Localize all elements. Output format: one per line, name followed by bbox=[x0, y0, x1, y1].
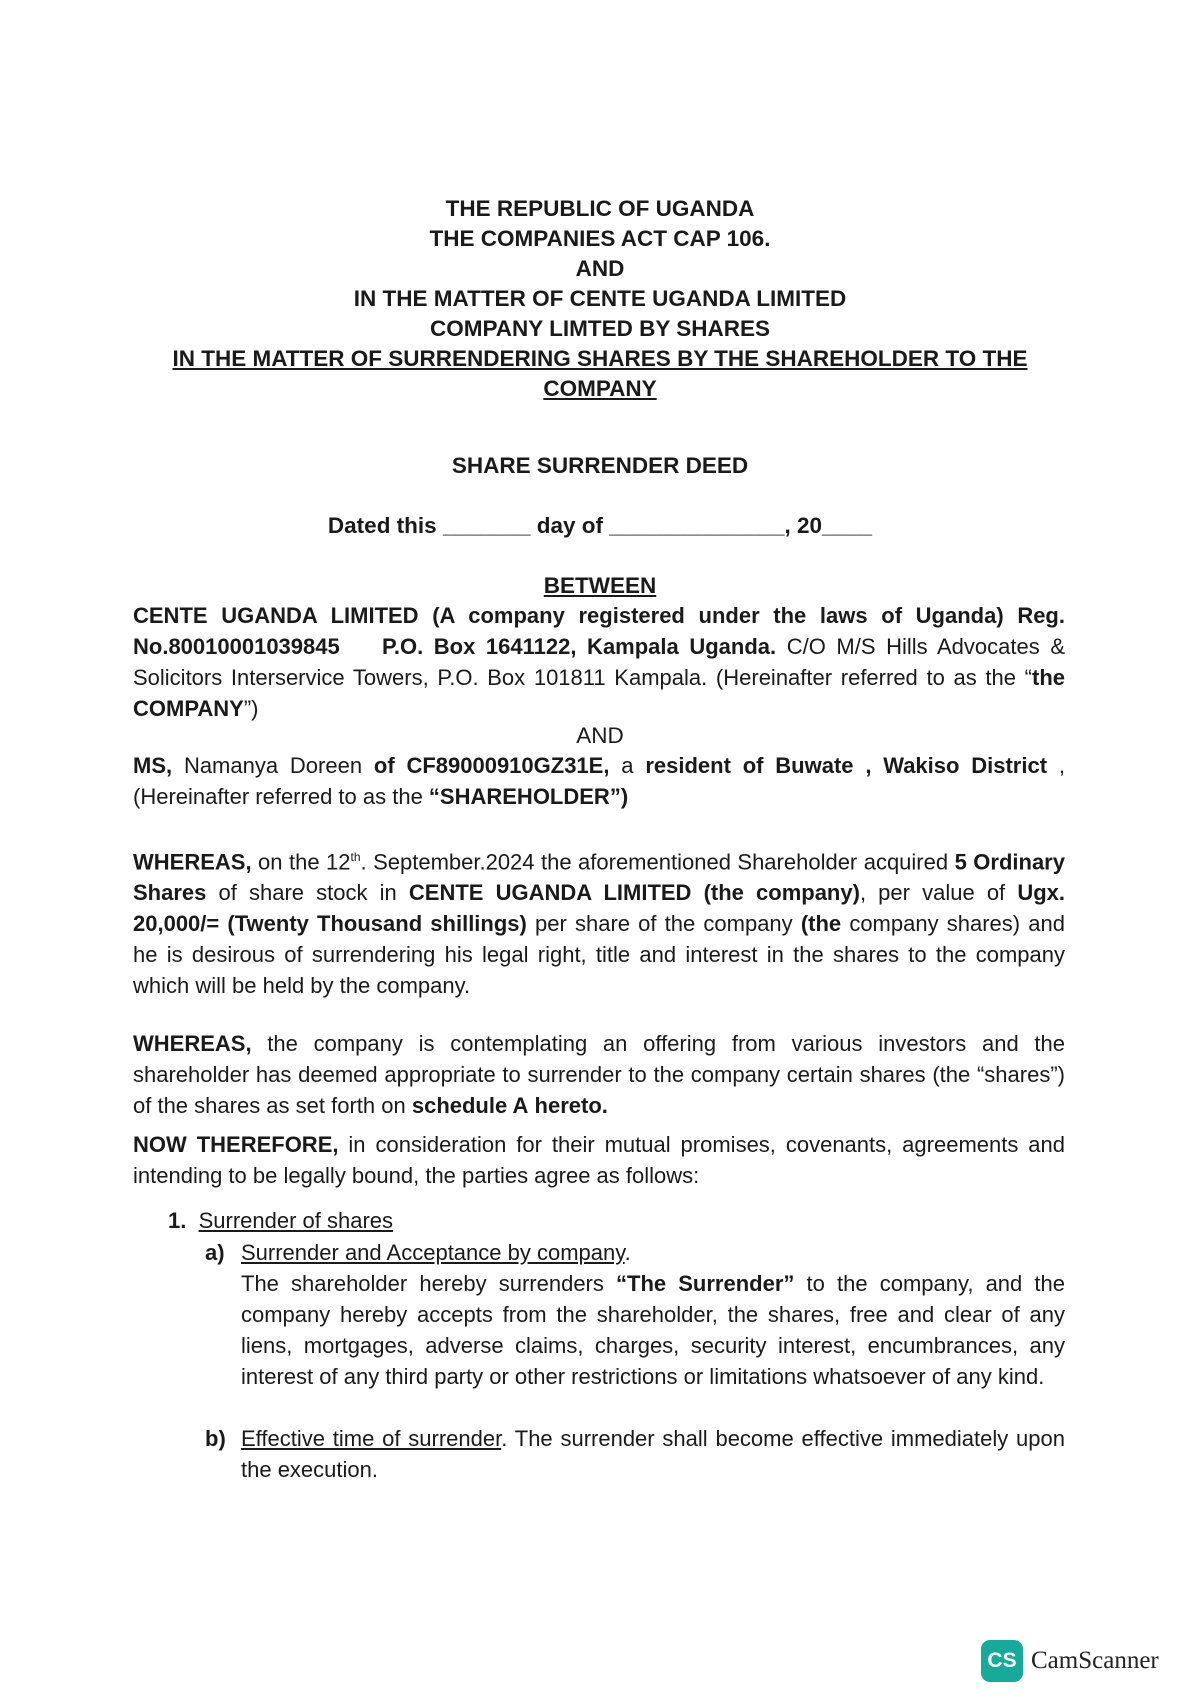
deed-title: SHARE SURRENDER DEED bbox=[451, 453, 749, 478]
company-address: P.O. Box 1641122, Kampala Uganda. bbox=[382, 634, 777, 659]
heading-line-surrender-2: COMPANY bbox=[543, 376, 657, 401]
whereas2-text-2: hereto. bbox=[534, 1093, 608, 1118]
clause-1b-heading: Effective time of surrender bbox=[241, 1426, 502, 1451]
share-value: Ugx. 20,000/= (Twenty Thousand shillings) bbox=[133, 880, 1065, 937]
whereas1-text-4: , per value of bbox=[859, 880, 1006, 906]
party-company bbox=[133, 600, 1065, 724]
shareholder-a: a bbox=[621, 753, 634, 778]
clause-1a-heading-end: . bbox=[624, 1240, 631, 1265]
clause-1b-text: . The surrender shall become effective immediately upon the execution. bbox=[241, 1426, 1065, 1482]
clause-1a-text-2: to the company, and the company hereby accepts from the shareholder, the shares, free and clear of any liens, mortgages, adverse claims, charges, security interest, encumbrances, any interest of any third party or other restrictions or limitations whatsoever of any kind. bbox=[241, 1271, 1065, 1389]
whereas1-text-2: . September.2024 the aforementioned Shareholder acquired bbox=[360, 849, 949, 875]
share-count: 5 Ordinary Shares bbox=[133, 849, 1065, 906]
camscanner-watermark bbox=[981, 1638, 1159, 1684]
between-heading: BETWEEN bbox=[543, 573, 657, 598]
company-reference-end: ”) bbox=[243, 696, 259, 721]
company-name: CENTE UGANDA LIMITED (A company registered under the laws of Uganda) Reg. No.80010001039845 bbox=[133, 603, 1065, 659]
heading-line-republic: THE REPUBLIC OF UGANDA bbox=[445, 196, 755, 221]
now-keyword: NOW THEREFORE, bbox=[133, 1132, 339, 1157]
clause-1a-surrender-term: “The Surrender” bbox=[616, 1271, 795, 1296]
whereas1-text-6: company shares) and he is desirous of surrendering his legal right, title and interest in the shares to the company which will be held by the company. bbox=[133, 911, 1065, 999]
clause-1a-heading: Surrender and Acceptance by company bbox=[241, 1240, 625, 1265]
clause-1a-marker: a) bbox=[205, 1240, 225, 1265]
shareholder-title: MS, bbox=[133, 753, 173, 778]
heading-line-act: THE COMPANIES ACT CAP 106. bbox=[429, 226, 771, 251]
shareholder-residence: resident of Buwate , Wakiso District bbox=[645, 753, 1048, 778]
schedule-a: schedule A bbox=[411, 1093, 529, 1118]
shareholder-id: of CF89000910GZ31E, bbox=[373, 753, 610, 778]
section-1-title: Surrender of shares bbox=[198, 1208, 394, 1233]
heading-line-and: AND bbox=[575, 256, 625, 281]
shareholder-reference: “SHAREHOLDER”) bbox=[428, 784, 629, 809]
section-1-number: 1. bbox=[168, 1208, 187, 1233]
shareholder-details: , (Hereinafter referred to as the bbox=[133, 753, 1065, 809]
and-separator: AND bbox=[576, 723, 624, 748]
whereas2-keyword: WHEREAS, bbox=[133, 1031, 252, 1056]
shareholder-name: Namanya Doreen bbox=[183, 753, 363, 778]
now-therefore bbox=[133, 1129, 1065, 1191]
whereas1-superscript: th bbox=[350, 850, 361, 864]
company-details: C/O M/S Hills Advocates & Solicitors Interservice Towers, P.O. Box 101811 Kampala. (Hereinafter referred to as the “ bbox=[133, 634, 1065, 690]
heading-line-matter: IN THE MATTER OF CENTE UGANDA LIMITED bbox=[353, 286, 847, 311]
document-heading bbox=[0, 194, 1200, 404]
camscanner-name: CamScanner bbox=[1031, 1647, 1159, 1674]
heading-line-company-type: COMPANY LIMTED BY SHARES bbox=[429, 316, 771, 341]
company-reference: the COMPANY bbox=[133, 665, 1065, 721]
whereas-acquisition bbox=[133, 842, 1065, 1001]
whereas1-text-3: of share stock in bbox=[218, 880, 397, 906]
section-1-heading bbox=[168, 1205, 393, 1236]
heading-line-surrender-1: IN THE MATTER OF SURRENDERING SHARES BY THE SHAREHOLDER TO THE bbox=[172, 346, 1028, 371]
clause-1b-marker: b) bbox=[205, 1426, 226, 1451]
whereas1-text-5: per share of the company bbox=[535, 911, 793, 937]
party-shareholder bbox=[133, 750, 1065, 812]
company-ref-bold: CENTE UGANDA LIMITED (the company) bbox=[408, 880, 860, 906]
clause-1a-text-1: The shareholder hereby surrenders bbox=[241, 1271, 604, 1296]
clause-1b bbox=[205, 1423, 1065, 1485]
dated-line: Dated this _______ day of ______________, 20____ bbox=[327, 513, 873, 538]
clause-1a bbox=[205, 1237, 1065, 1392]
whereas2-text-1: the company is contemplating an offering from various investors and the shareholder has deemed appropriate to surrender to the company certain shares (the “shares”) of the shares as set forth on bbox=[133, 1031, 1065, 1118]
whereas1-the: (the bbox=[800, 911, 842, 937]
whereas-keyword: WHEREAS, bbox=[133, 849, 252, 875]
whereas1-text-1: on the 12 bbox=[258, 849, 351, 875]
camscanner-logo-icon: CS bbox=[981, 1640, 1023, 1682]
now-text: in consideration for their mutual promises, covenants, agreements and intending to be legally bound, the parties agree as follows: bbox=[133, 1132, 1065, 1188]
whereas-offering bbox=[133, 1028, 1065, 1121]
